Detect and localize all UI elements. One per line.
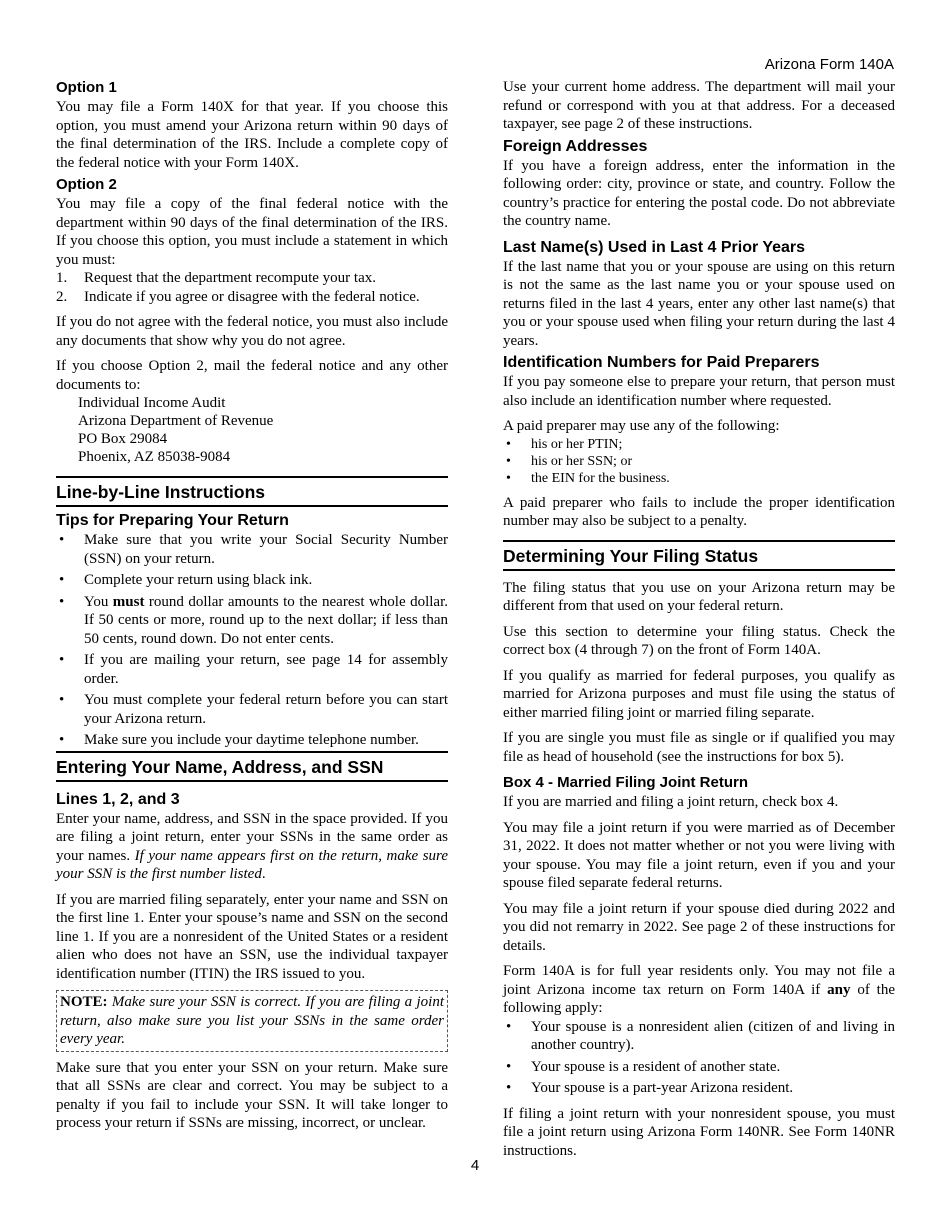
foreign-heading: Foreign Addresses bbox=[503, 137, 648, 155]
lines-heading: Lines 1, 2, and 3 bbox=[56, 790, 180, 808]
right-column bbox=[503, 78, 895, 1167]
list-item: 2. Indicate if you agree or disagree with the federal notice. bbox=[56, 288, 420, 305]
list-item: • Your spouse is a nonresident alien (citizen of and living in another country). bbox=[503, 1018, 895, 1055]
list-item: • Make sure you include your daytime telephone number. bbox=[56, 731, 448, 750]
option2-paragraph: If you choose Option 2, mail the federal notice and any other documents to: bbox=[56, 358, 448, 393]
box4-paragraph: If filing a joint return with your nonresident spouse, you must file a joint return using Arizona Form 140NR. See Form 140NR instructions. bbox=[503, 1105, 895, 1159]
foreign-text: If you have a foreign address, enter the information in the following order: city, province or state, and country. Follow the country’s practice for entering the postal code. Do not abbreviate the country name. bbox=[503, 157, 895, 229]
list-item: • Make sure that you write your Social Security Number (SSN) on your return. bbox=[56, 531, 448, 568]
option2-paragraph: If you do not agree with the federal notice, you must also include any documents that show why you do not agree. bbox=[56, 314, 448, 349]
list-item: 1. Request that the department recompute your tax. bbox=[56, 270, 376, 286]
preparer-text: If you pay someone else to prepare your return, that person must also include an identification number where requested. bbox=[503, 374, 895, 409]
page-number: 4 bbox=[470, 1157, 480, 1174]
option1-heading: Option 1 bbox=[56, 79, 117, 96]
list-item: • his or her SSN; or bbox=[503, 453, 895, 470]
tips-heading: Tips for Preparing Your Return bbox=[56, 512, 289, 529]
box4-paragraph: If you are married and filing a joint return, check box 4. bbox=[503, 794, 839, 810]
option2-heading: Option 2 bbox=[56, 176, 117, 193]
section-heading-name-address-ssn: Entering Your Name, Address, and SSN bbox=[56, 751, 448, 782]
list-item: • Your spouse is a resident of another state. bbox=[503, 1058, 895, 1077]
filing-paragraph: If you qualify as married for federal purposes, you qualify as married for Arizona purposes and must file using the status of either married filing joint or married filing separate. bbox=[503, 667, 895, 721]
preparer-text: A paid preparer may use any of the following: bbox=[503, 418, 780, 434]
list-item: • the EIN for the business. bbox=[503, 470, 895, 487]
section-heading-filing-status: Determining Your Filing Status bbox=[503, 540, 895, 571]
option2-text: You may file a copy of the final federal notice with the department within 90 days of the final determination of the IRS. If you choose this option, you must include a statement in which you must: bbox=[56, 196, 448, 268]
preparer-text: A paid preparer who fails to include the proper identification number may also be subject to a penalty. bbox=[503, 494, 895, 529]
list-item: • Your spouse is a part-year Arizona resident. bbox=[503, 1079, 895, 1098]
section-heading-line-by-line: Line-by-Line Instructions bbox=[56, 476, 448, 507]
lines-paragraph: Enter your name, address, and SSN in the space provided. If you are filing a joint return, enter your SSNs in the same order as your names. If your name appears first on the return, make sure your SSN is the first number listed. bbox=[56, 810, 448, 882]
lines-paragraph: If you are married filing separately, enter your name and SSN on the first line 1. Enter your spouse’s name and SSN on the second line 1. If you are a nonresident of the United States or a resident alien who does not have an SSN, use the individual taxpayer identification number (ITIN) the IRS issued to you. bbox=[56, 891, 448, 982]
filing-paragraph: The filing status that you use on your Arizona return may be different from that used on your federal return. bbox=[503, 579, 895, 614]
form-header: Arizona Form 140A bbox=[764, 56, 894, 73]
list-item: • Complete your return using black ink. bbox=[56, 571, 448, 590]
box4-paragraph: You may file a joint return if you were married as of December 31, 2022. It does not matter whether or not you were living with your spouse. You may file a joint return, even if you and your spouse filed separate federal returns. bbox=[503, 819, 895, 891]
list-item: • You must complete your federal return before you can start your Arizona return. bbox=[56, 691, 448, 728]
lines-paragraph: Make sure that you enter your SSN on your return. Make sure that all SSNs are clear and correct. You may be subject to a penalty if you fail to include your SSN. It will take longer to process your return if SSNs are missing, incorrect, or unclear. bbox=[56, 1059, 448, 1131]
note-box: NOTE: Make sure your SSN is correct. If you are filing a joint return, also make sure you list your SSNs in the same order every year. bbox=[56, 990, 448, 1052]
lastname-text: If the last name that you or your spouse are using on this return is not the same as the last name you or your spouse used on returns filed in the last 4 years, enter any other last name(s) that you or your spouse used when filing your return during the last 4 years. bbox=[503, 258, 895, 349]
list-item: • You must round dollar amounts to the nearest whole dollar. If 50 cents or more, round up to the next dollar; if less than 50 cents, round down. Do not enter cents. bbox=[56, 593, 448, 649]
box4-paragraph: Form 140A is for full year residents only. You may not file a joint Arizona income tax return on Form 140A if any of the following apply: bbox=[503, 963, 895, 1016]
box4-paragraph: You may file a joint return if your spouse died during 2022 and you did not remarry in 2022. See page 2 of these instructions for details. bbox=[503, 900, 895, 954]
box4-heading: Box 4 - Married Filing Joint Return bbox=[503, 774, 749, 791]
filing-paragraph: If you are single you must file as single or if qualified you may file as head of household (see the instructions for box 5). bbox=[503, 730, 895, 765]
list-item: • his or her PTIN; bbox=[503, 436, 895, 453]
option1-text: You may file a Form 140X for that year. If you choose this option, you must amend your Arizona return within 90 days of the final determination of the IRS. Include a complete copy of the federal notice with your Form 140X. bbox=[56, 99, 448, 171]
home-address-text: Use your current home address. The department will mail your refund or correspond with you at that address. For a deceased taxpayer, see page 2 of these instructions. bbox=[503, 79, 895, 132]
left-column bbox=[56, 78, 448, 1140]
lastname-heading: Last Name(s) Used in Last 4 Prior Years bbox=[503, 238, 806, 256]
option2-list bbox=[56, 269, 448, 306]
list-item: • If you are mailing your return, see page 14 for assembly order. bbox=[56, 651, 448, 688]
preparer-list bbox=[503, 436, 895, 487]
filing-paragraph: Use this section to determine your filing status. Check the correct box (4 through 7) on the front of Form 140A. bbox=[503, 623, 895, 658]
tips-list bbox=[56, 531, 448, 750]
box4-list bbox=[503, 1018, 895, 1098]
preparer-heading: Identification Numbers for Paid Preparers bbox=[503, 354, 820, 371]
mailing-address: Individual Income Audit Arizona Department of Revenue PO Box 29084 Phoenix, AZ 85038-9084 bbox=[78, 395, 274, 465]
